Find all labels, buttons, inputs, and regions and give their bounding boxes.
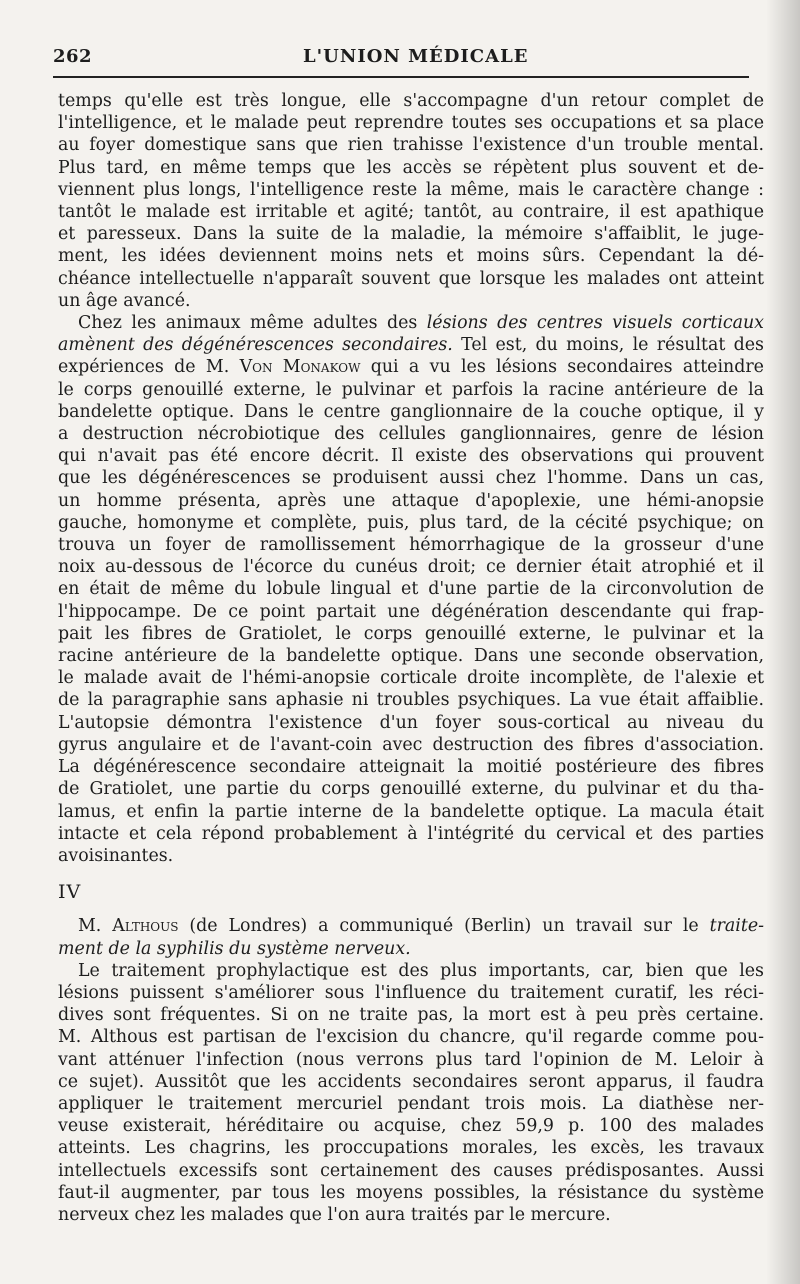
text-line: bandelette optique. Dans le centre ganglionnaire de la couche optique, il y: [58, 401, 764, 422]
text-line: a destruction nécrobiotique des cellules ganglionnaires, genre de lésion: [58, 424, 764, 445]
text-run: (de Londres) a communiqué (Berlin) un travail sur le: [178, 916, 710, 937]
text-line: faut-il augmenter, par tous les moyens possibles, la résistance du système: [58, 1182, 764, 1203]
running-title: L'UNION MÉDICALE: [303, 46, 529, 67]
text-line: lamus, et enfin la partie interne de la bandelette optique. La macula était: [58, 801, 764, 822]
text-line: tantôt le malade est irritable et agité; tantôt, au contraire, il est apathique: [58, 202, 764, 223]
text-line: ment de la syphilis du système nerveux.: [58, 938, 411, 959]
paragraph-3: [58, 915, 764, 959]
text-line: le corps genouillé externe, le pulvinar et parfois la racine antérieure de la: [58, 379, 764, 400]
text-line: M. Althous est partisan de l'excision du chancre, qu'il regarde comme pou-: [58, 1027, 764, 1048]
text-run: M.: [78, 916, 113, 937]
author-name: Von Monakow: [239, 357, 361, 378]
text-line: chéance intellectuelle n'apparaît souvent que lorsque les malades ont atteint: [58, 268, 764, 289]
text-line: l'intelligence, et le malade peut reprendre toutes ses occupations et sa place: [58, 113, 764, 134]
text-line: intacte et cela répond probablement à l'intégrité du cervical et des parties: [58, 823, 764, 844]
text-line: vant atténuer l'infection (nous verrons plus tard l'opinion de M. Leloir à: [58, 1049, 764, 1070]
text-line: noix au-dessous de l'écorce du cunéus droit; ce dernier était atrophié et il: [58, 557, 764, 578]
text-line: Le traitement prophylactique est des plus importants, car, bien que les: [78, 960, 764, 981]
text-run: Chez les animaux même adultes des: [78, 313, 427, 334]
text-line: gauche, homonyme et complète, puis, plus tard, de la cécité psychique; on: [58, 512, 764, 533]
text-line: lésions puissent s'améliorer sous l'influence du traitement curatif, les réci-: [58, 982, 764, 1003]
text-line: [58, 356, 764, 378]
text-line: trouva un foyer de ramollissement hémorrhagique de la grosseur d'une: [58, 535, 764, 556]
article-body: [58, 90, 764, 1226]
text-line: ce sujet). Aussitôt que les accidents secondaires seront apparus, il faudra: [58, 1071, 764, 1092]
text-line: avoisinantes.: [58, 845, 174, 866]
text-line: atteints. Les chagrins, les proccupations morales, les excès, les travaux: [58, 1138, 764, 1159]
text-line: qui n'avait pas été encore décrit. Il existe des observations qui prouvent: [58, 446, 764, 467]
text-line: en était de même du lobule lingual et d'une partie de la circonvolution de: [58, 579, 764, 600]
text-line: L'autopsie démontra l'existence d'un foyer sous-cortical au niveau du: [58, 712, 764, 733]
text-run: qui a vu les lésions secondaires atteindre: [360, 357, 764, 378]
text-line: ment, les idées deviennent moins nets et moins sûrs. Cependant la dé-: [58, 246, 764, 267]
italic-run: amènent des dégénérescences secondaires.: [58, 335, 453, 356]
running-header: [53, 40, 753, 80]
text-line: intellectuels excessifs sont certainement des causes prédisposantes. Aussi: [58, 1160, 764, 1181]
italic-run: lésions des centres visuels corticaux: [426, 313, 764, 334]
text-line: le malade avait de l'hémi-anopsie corticale droite incomplète, de l'alexie et: [58, 668, 764, 689]
text-line: un homme présenta, après une attaque d'apoplexie, une hémi-anopsie: [58, 490, 764, 511]
text-run: expériences de M.: [58, 357, 240, 378]
text-line: un âge avancé.: [58, 290, 191, 311]
paragraph-1: [58, 90, 764, 312]
header-rule: [53, 76, 749, 78]
text-line: l'hippocampe. De ce point partait une dégénération descendante qui frap-: [58, 601, 764, 622]
text-line: [58, 312, 764, 334]
text-run: Tel est, du moins, le résultat des: [452, 335, 764, 356]
text-line: pait les fibres de Gratiolet, le corps genouillé externe, le pulvinar et la: [58, 623, 764, 644]
paragraph-4: [58, 960, 764, 1226]
text-line: Plus tard, en même temps que les accès se répètent plus souvent et de-: [58, 157, 764, 178]
text-line: veuse existerait, héréditaire ou acquise, chez 59,9 p. 100 des malades: [58, 1116, 764, 1137]
italic-run: traite-: [709, 916, 764, 937]
text-line: viennent plus longs, l'intelligence reste la même, mais le caractère change :: [58, 179, 764, 200]
text-line: gyrus angulaire et de l'avant-coin avec destruction des fibres d'association.: [58, 734, 764, 755]
text-line: de la paragraphie sans aphasie ni troubles psychiques. La vue était affaiblie.: [58, 690, 764, 711]
paragraph-2: [58, 312, 764, 867]
page-number: 262: [53, 46, 93, 67]
text-line: et paresseux. Dans la suite de la maladie, la mémoire s'affaiblit, le juge-: [58, 224, 764, 245]
text-line: que les dégénérescences se produisent aussi chez l'homme. Dans un cas,: [58, 468, 764, 489]
text-line: [58, 915, 764, 937]
text-line: dives sont fréquentes. Si on ne traite pas, la mort est à peu près certaine.: [58, 1005, 764, 1026]
text-line: nerveux chez les malades que l'on aura traités par le mercure.: [58, 1204, 611, 1225]
page-edge-shadow: [766, 0, 800, 1284]
section-heading: IV: [58, 881, 82, 904]
text-line: temps qu'elle est très longue, elle s'accompagne d'un retour complet de: [58, 91, 764, 111]
text-line: appliquer le traitement mercuriel pendant trois mois. La diathèse ner-: [58, 1093, 764, 1114]
text-line: La dégénérescence secondaire atteignait la moitié postérieure des fibres: [58, 757, 764, 778]
author-name: Althous: [112, 916, 179, 937]
text-line: [58, 334, 764, 356]
text-line: au foyer domestique sans que rien trahisse l'existence d'un trouble mental.: [58, 135, 764, 156]
text-line: racine antérieure de la bandelette optique. Dans une seconde observation,: [58, 646, 764, 667]
text-line: de Gratiolet, une partie du corps genouillé externe, du pulvinar et du tha-: [58, 779, 764, 800]
